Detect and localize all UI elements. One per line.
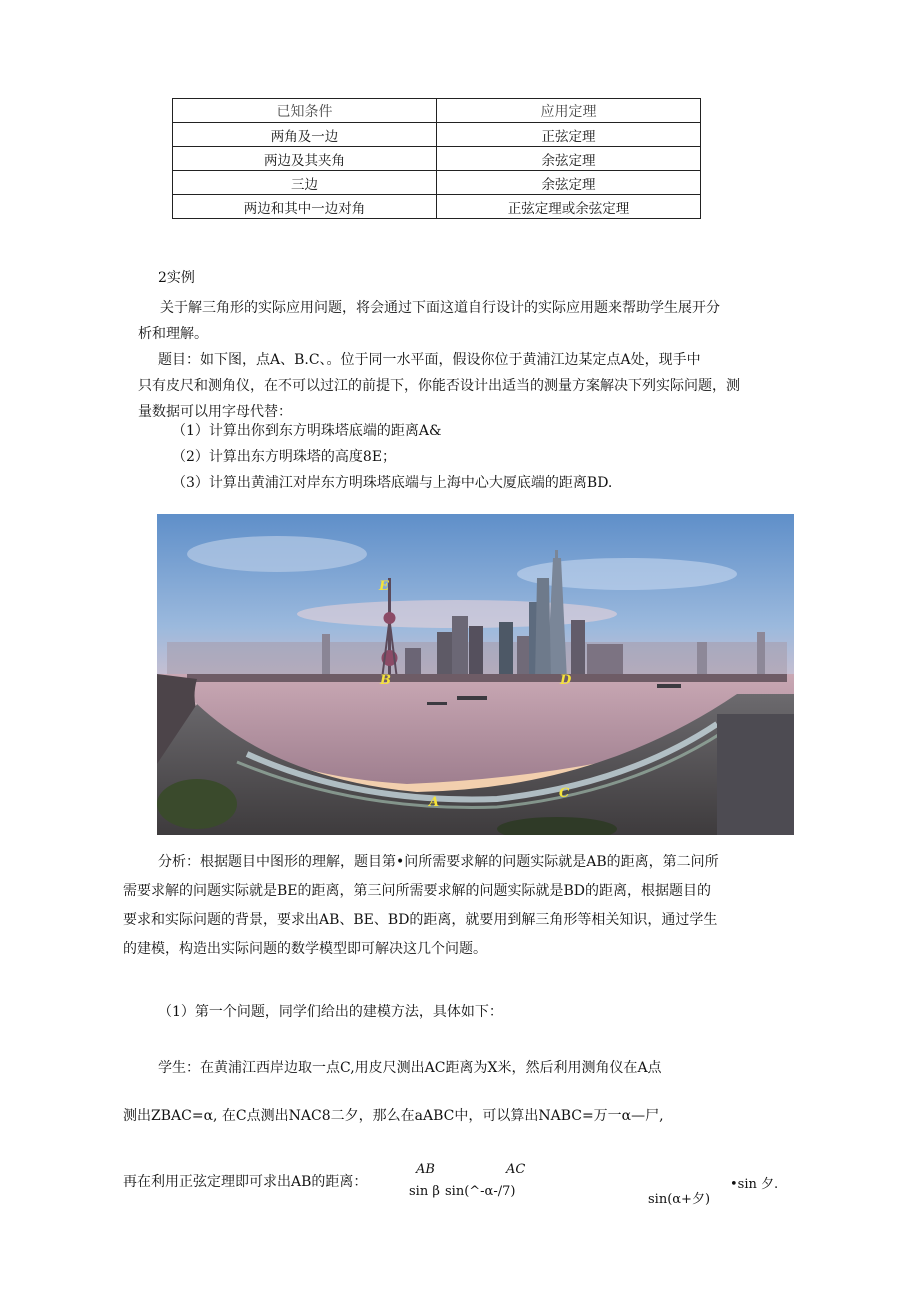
intro-paragraph [138,295,798,347]
table-row [173,195,701,219]
problem-line: 只有皮尺和测角仪，在不可以过江的前提下，你能否设计出适当的测量方案解决下列实际问题，测 [138,378,740,394]
conditions-table [172,98,701,219]
table-row [173,171,701,195]
formula-numerator-ac: AC [506,1162,526,1177]
table-row [173,147,701,171]
section-title: 2实例 [158,270,195,286]
table-cell: 三边 [173,171,437,195]
problem-line: 量数据可以用字母代替： [138,404,292,420]
point-label-a: A [429,795,440,810]
formula-tail: •sin 夕. [730,1177,779,1192]
point-label-c: C [559,786,570,801]
question-item: （1）计算出你到东方明珠塔底端的距离A& [172,423,442,439]
table-cell: 正弦定理或余弦定理 [437,195,701,219]
question-item: （2）计算出东方明珠塔的高度8E； [172,449,397,465]
table-row [173,123,701,147]
table-cell: 余弦定理 [437,147,701,171]
analysis-line: 分析：根据题目中图形的理解，题目第•问所需要求解的问题实际就是AB的距离，第二问所 [158,854,719,870]
student-line: 学生：在黄浦江西岸边取一点C,用皮尺测出AC距离为X米，然后利用测角仪在A点 [158,1060,662,1076]
question-list [172,418,792,496]
formula-prefix: 再在利用正弦定理即可求出AB的距离： [123,1174,368,1190]
q1-intro: （1）第一个问题，同学们给出的建模方法，具体如下： [158,1004,503,1020]
table-header-cell: 已知条件 [173,99,437,123]
formula-denominator-sinbeta: sin β [409,1184,440,1199]
point-label-b: B [380,673,391,688]
table-header-cell: 应用定理 [437,99,701,123]
question-item: （3）计算出黄浦江对岸东方明珠塔底端与上海中心大厦底端的距离BD. [172,475,613,491]
point-label-d: D [560,673,572,688]
point-label-e: E [379,579,389,594]
table-cell: 正弦定理 [437,123,701,147]
table-cell: 两边及其夹角 [173,147,437,171]
intro-line: 析和理解。 [138,326,208,342]
shanghai-skyline-photo [157,514,794,835]
formula-denominator-sin: sin(^-α-/7) [445,1184,516,1199]
analysis-line: 要求和实际问题的背景，要求出AB、BE、BD的距离，就要用到解三角形等相关知识，通过学生 [123,912,718,928]
student-line: 测出ZBAC=α, 在C点测出NAC8二夕，那么在aABC中，可以算出NABC=万一α—尸, [123,1108,664,1124]
table-header-row [173,99,701,123]
problem-paragraph [138,347,798,425]
analysis-line: 的建模，构造出实际问题的数学模型即可解决这几个问题。 [123,941,487,957]
formula-denominator-sinsum: sin(α+夕) [648,1192,711,1207]
analysis-paragraph [123,848,798,964]
table-cell: 两角及一边 [173,123,437,147]
problem-line: 题目：如下图，点A、B.C、。位于同一水平面，假设你位于黄浦江边某定点A处，现手中 [158,352,701,368]
table-cell: 余弦定理 [437,171,701,195]
table-cell: 两边和其中一边对角 [173,195,437,219]
formula-numerator-ab: AB [416,1162,435,1177]
intro-line: 关于解三角形的实际应用问题，将会通过下面这道自行设计的实际应用题来帮助学生展开分 [160,300,720,316]
analysis-line: 需要求解的问题实际就是BE的距离，第三问所需要求解的问题实际就是BD的距离，根据题目的 [123,883,712,899]
